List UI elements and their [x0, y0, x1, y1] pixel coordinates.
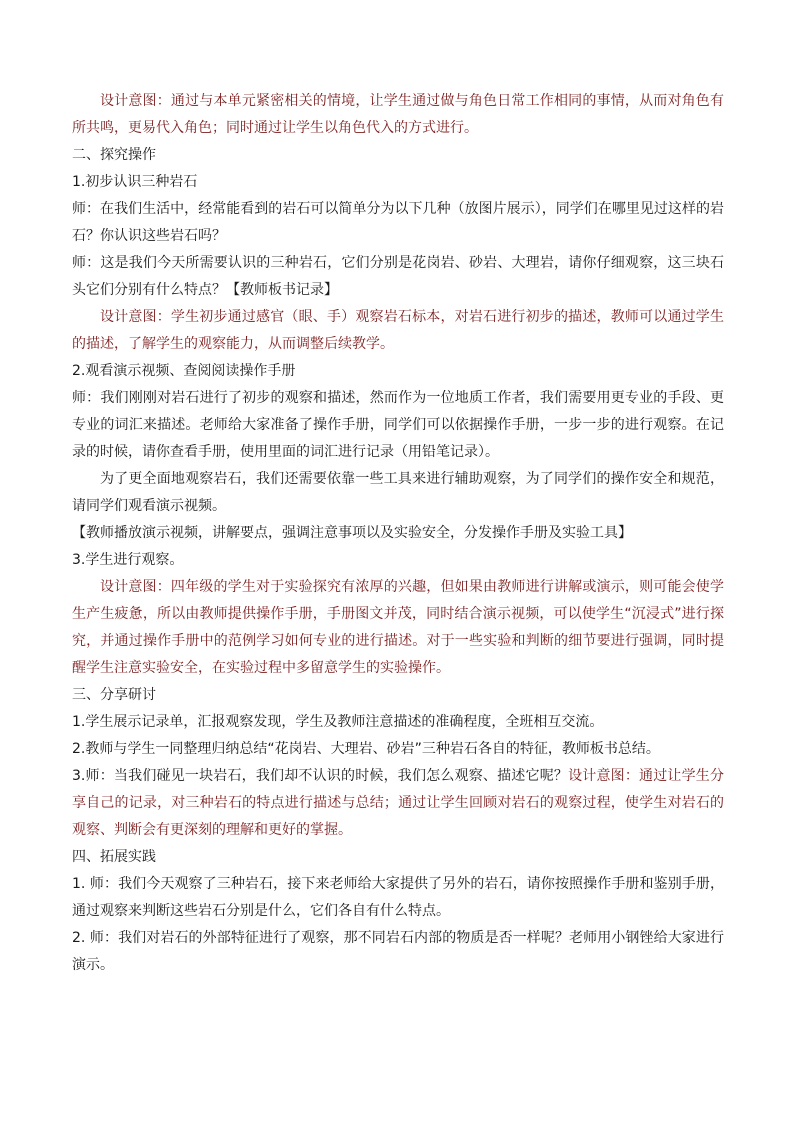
share-item-1: 1.学生展示记录单，汇报观察发现，学生及教师注意描述的准确程度，全班相互交流。	[72, 714, 604, 730]
design-intent-4: 设计意图：通过让学生分享自己的记录，对三种岩石的特点进行描述与总结；通过让学生回顾对岩石的观察过程，使学生对岩石的观察、判断会有更深刻的理解和更好的掌握。	[72, 768, 724, 838]
subheading-video: 2.观看演示视频、查阅阅读操作手册	[72, 363, 296, 379]
teacher-line-1: 师：在我们生活中，经常能看到的岩石可以简单分为以下几种（放图片展示），同学们在哪里见过这样的岩石？你认识这些岩石吗？	[72, 201, 724, 244]
teacher-line-3: 师：我们刚刚对岩石进行了初步的观察和描述，然而作为一位地质工作者，我们需要用更专业的手段、更专业的词汇来描述。老师给大家准备了操作手册，同学们可以依据操作手册，一步一步的进行观察。在记录的时候，请你查看手册，使用里面的词汇进行记录（用铅笔记录）。	[72, 390, 724, 460]
section-heading-share: 三、分享研讨	[72, 687, 156, 703]
design-intent-2: 设计意图：学生初步通过感官（眼、手）观察岩石标本，对岩石进行初步的描述，教师可以通过学生的描述，了解学生的观察能力，从而调整后续教学。	[72, 309, 724, 352]
teacher-line-2: 师：这是我们今天所需要认识的三种岩石，它们分别是花岗岩、砂岩、大理岩，请你仔细观察，这三块石头它们分别有什么特点？【教师板书记录】	[72, 255, 724, 298]
share-item-3-text: 3.师：当我们碰见一块岩石，我们却不认识的时候，我们怎么观察、描述它呢？	[72, 768, 569, 784]
section-heading-explore: 二、探究操作	[72, 147, 156, 163]
subheading-observe: 3.学生进行观察。	[72, 552, 184, 568]
design-intent-3: 设计意图：四年级的学生对于实验探究有浓厚的兴趣，但如果由教师进行讲解或演示，则可能会使学生产生疲惫，所以由教师提供操作手册，手册图文并茂，同时结合演示视频，可以使学生“沉浸式”进行探究，并通过操作手册中的范例学习如何专业的进行描述。对于一些实验和判断的细节要进行强调，同时提醒学生注意实验安全，在实验过程中多留意学生的实验操作。	[72, 579, 724, 676]
teacher-line-4: 为了更全面地观察岩石，我们还需要依靠一些工具来进行辅助观察，为了同学们的操作安全和规范，请同学们观看演示视频。	[72, 471, 724, 514]
share-item-3	[72, 763, 724, 844]
subheading-rocks: 1.初步认识三种岩石	[72, 174, 198, 190]
extend-item-1: 1. 师：我们今天观察了三种岩石，接下来老师给大家提供了另外的岩石，请你按照操作手册和鉴别手册，通过观察来判断这些岩石分别是什么，它们各自有什么特点。	[72, 876, 724, 919]
document-page	[72, 88, 724, 979]
extend-item-2: 2. 师：我们对岩石的外部特征进行了观察，那不同岩石内部的物质是否一样呢？老师用小钢锉给大家进行演示。	[72, 930, 724, 973]
section-heading-extend: 四、拓展实践	[72, 849, 156, 865]
teacher-action-note: 【教师播放演示视频，讲解要点，强调注意事项以及实验安全，分发操作手册及实验工具】	[72, 525, 632, 541]
share-item-2: 2.教师与学生一同整理归纳总结“花岗岩、大理岩、砂岩”三种岩石各自的特征，教师板书总结。	[72, 741, 660, 757]
design-intent-1: 设计意图：通过与本单元紧密相关的情境，让学生通过做与角色日常工作相同的事情，从而对角色有所共鸣，更易代入角色；同时通过让学生以角色代入的方式进行。	[72, 93, 724, 136]
